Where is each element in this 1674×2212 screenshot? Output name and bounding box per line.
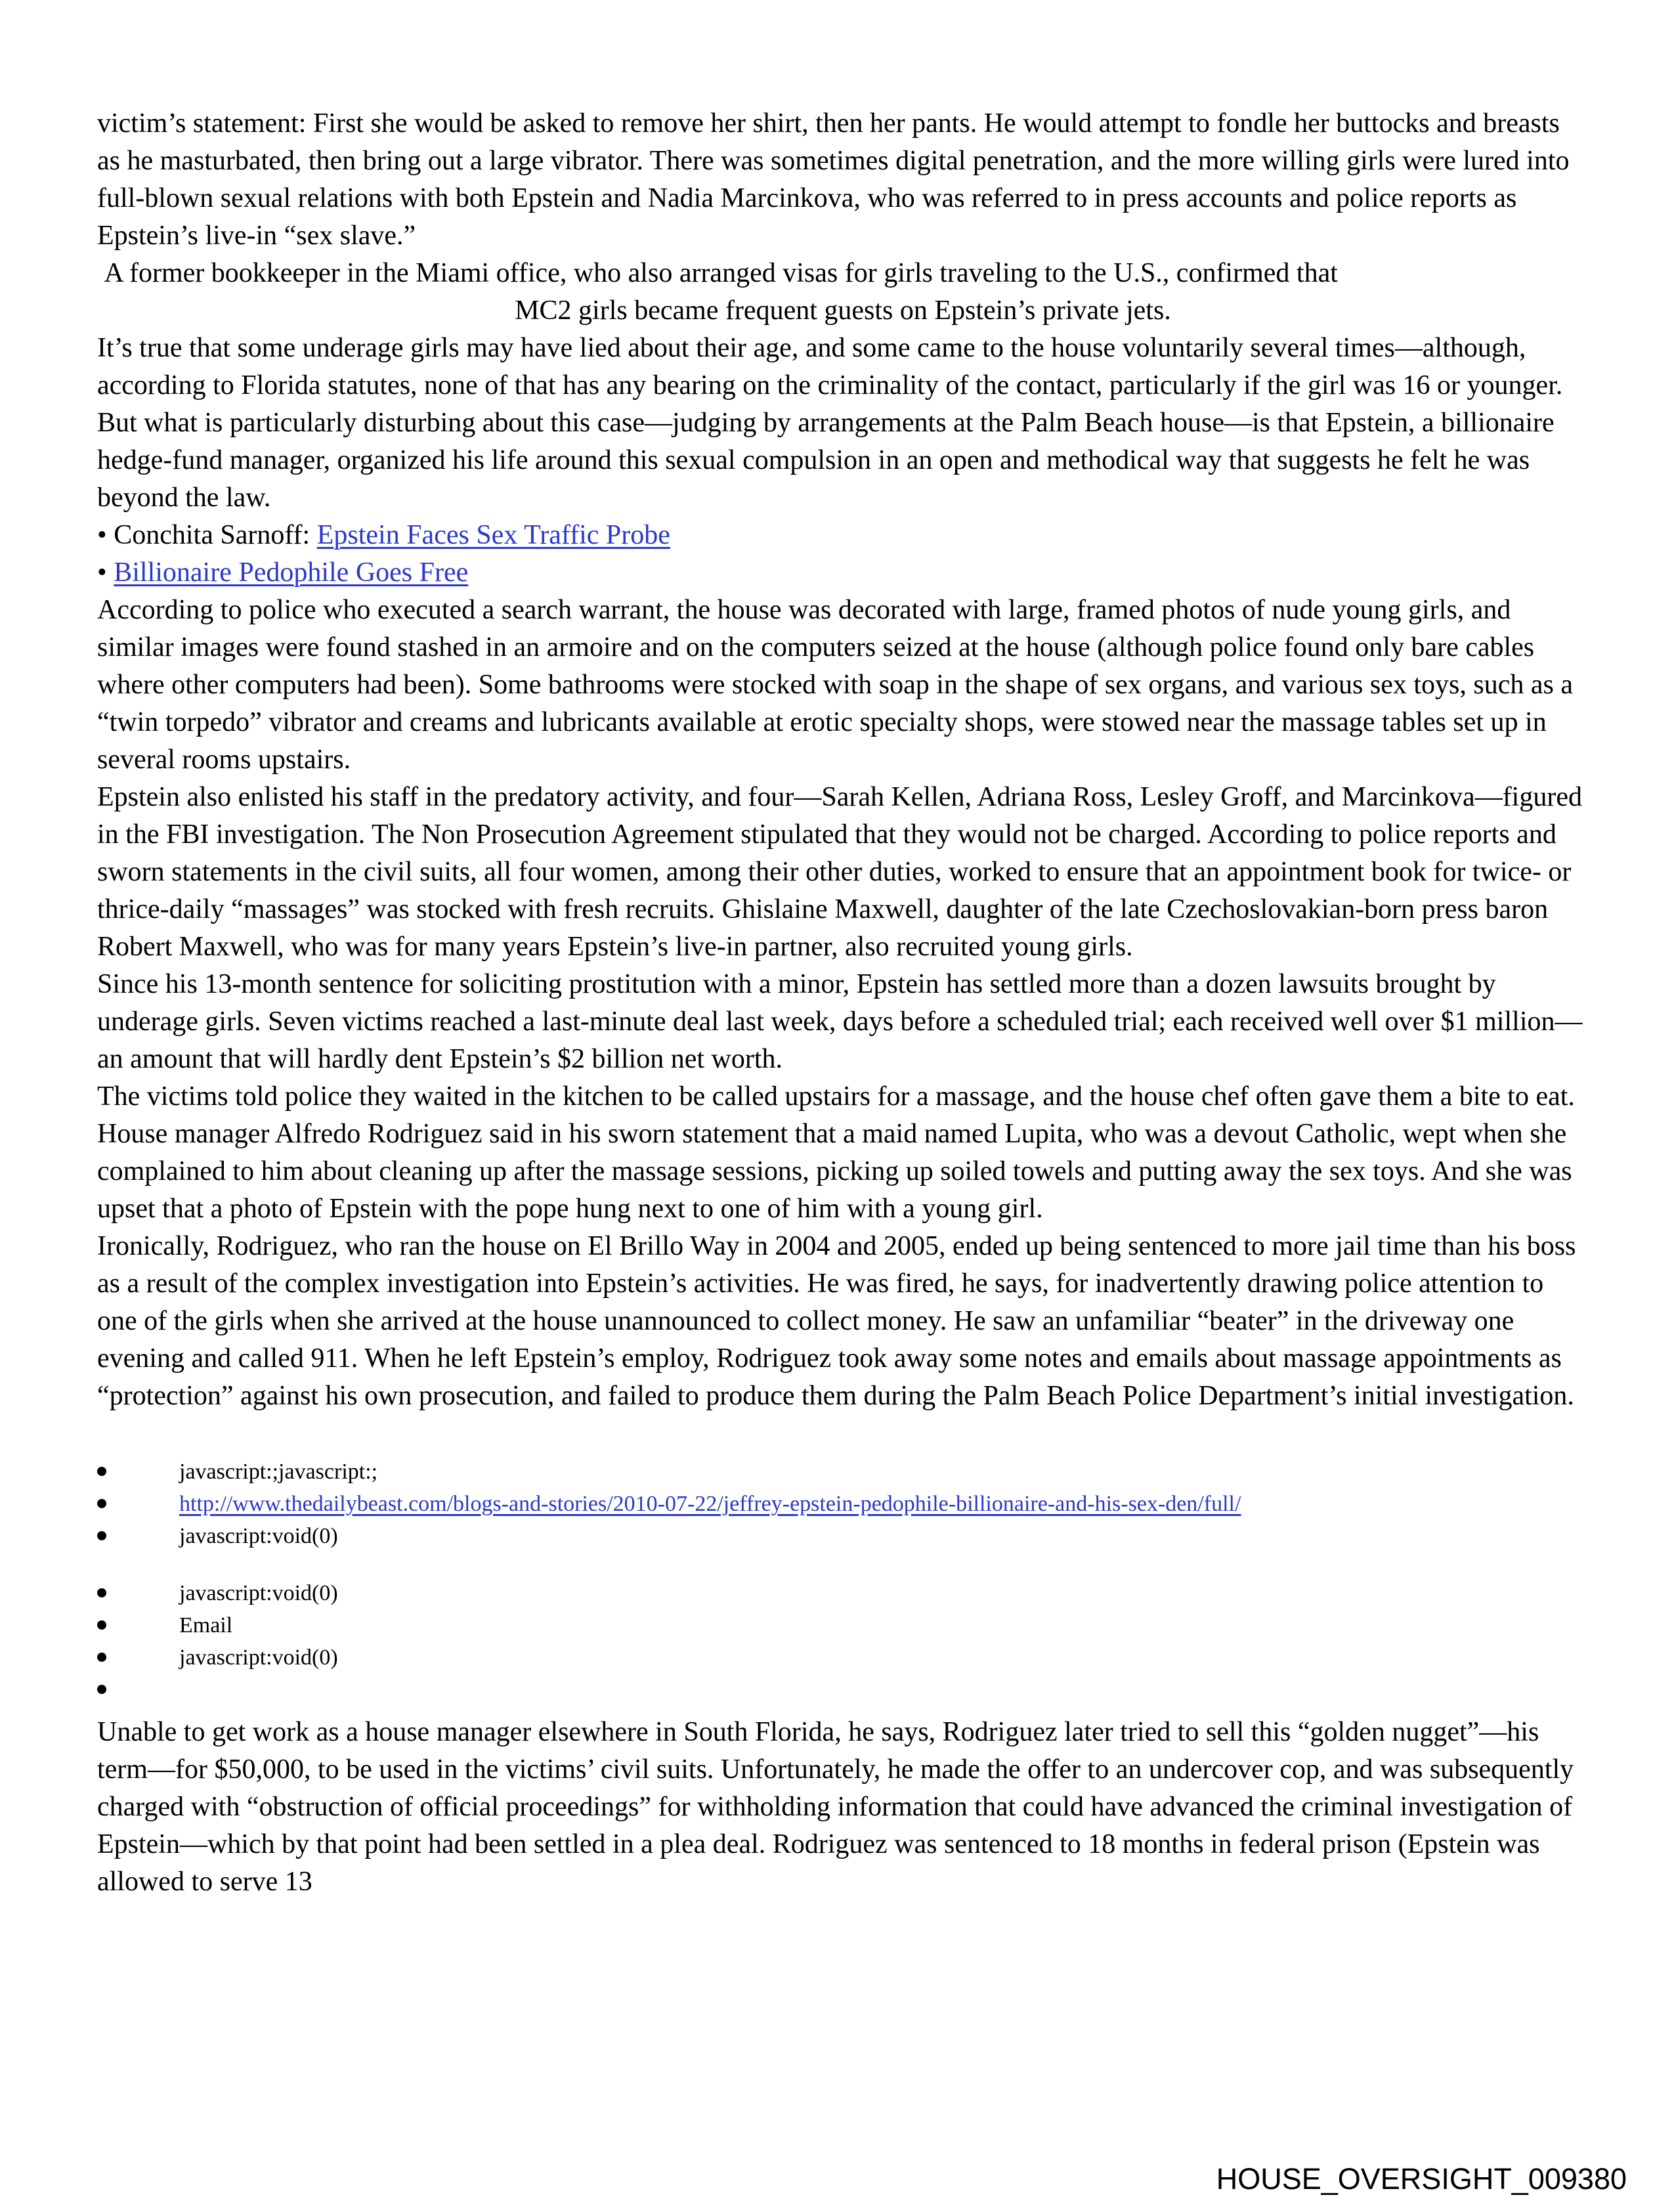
list-item-text (106, 1609, 232, 1641)
bullet-icon (97, 1620, 106, 1630)
bullet-icon (97, 1685, 106, 1694)
bates-number: HOUSE_OVERSIGHT_009380 (1216, 2162, 1627, 2196)
list-item (97, 1674, 1589, 1706)
staff-paragraph (97, 779, 1589, 966)
text-run: Unable to get work as a house manager elsewhere in South Florida, he says, Rodriguez later tried to sell this “golden nugget”—his term—for $50,000, to be used in the victims’ civil suits. Unfortunately, he made the offer to an undercover cop, and was subsequently charged with “obstruction of official proceedings” for withholding information that could have advanced the criminal investigation of Epstein—which by that point had been settled in a plea deal. Rodriguez was sentenced to 18 months in federal prison (Epstein was allowed to serve 13 (97, 1717, 1574, 1897)
text-run: • (97, 557, 114, 588)
document-body (97, 105, 1589, 1901)
list-item (97, 1456, 1589, 1488)
list-item-text (106, 1488, 1241, 1520)
text-run: It’s true that some underage girls may have lied about their age, and some came to the house voluntarily several times—although, according to Florida statutes, none of that has any bearing on the criminality of the contact, particularly if the girl was 16 or younger. But what is particularly disturbing about this case—judging by arrangements at the Palm Beach house—is that Epstein, a billionaire hedge-fund manager, organized his life around this sexual compulsion in an open and methodical way that suggests he felt he was beyond the law. (97, 333, 1563, 513)
sarnoff-bullet-line (97, 517, 1589, 554)
list-item-text (106, 1456, 377, 1488)
link[interactable]: Billionaire Pedophile Goes Free (114, 557, 469, 588)
text-run: javascript:;javascript:; (179, 1460, 378, 1484)
text-run: A former bookkeeper in the Miami office, who also arranged visas for girls traveling to the U.S., confirmed that (97, 258, 1338, 288)
link[interactable]: http://www.thedailybeast.com/blogs-and-stories/2010-07-22/jeffrey-epstein-pedophile-billionaire-and-his-sex-den/full/ (179, 1492, 1241, 1516)
rodriguez-paragraph (97, 1228, 1589, 1415)
text-run: MC2 girls became frequent guests on Epstein’s private jets. (515, 295, 1171, 326)
bullet-icon (97, 1499, 106, 1508)
billionaire-bullet-line (97, 554, 1589, 592)
list-item-text (106, 1520, 338, 1552)
list-item-text (106, 1641, 338, 1674)
text-run: The victims told police they waited in the kitchen to be called upstairs for a massage, and the house chef often gave them a bite to eat. House manager Alfredo Rodriguez said in his sworn statement that a maid named Lupita, who was a devout Catholic, wept when she complained to him about cleaning up after the massage sessions, picking up soiled towels and putting away the sex toys. And she was upset that a photo of Epstein with the pope hung next to one of him with a young girl. (97, 1081, 1575, 1224)
bullet-icon (97, 1588, 106, 1597)
text-run: javascript:void(0) (179, 1581, 338, 1605)
text-run: According to police who executed a search warrant, the house was decorated with large, framed photos of nude young girls, and similar images were found stashed in an armoire and on the computers seized at the house (although police found only bare cables where other computers had been). Some bathrooms were stocked with soap in the shape of sex organs, and various sex toys, such as a “twin torpedo” vibrator and creams and lubricants available at erotic specialty shops, were stowed near the massage tables set up in several rooms upstairs. (97, 595, 1573, 775)
golden-nugget-paragraph (97, 1714, 1589, 1901)
text-run: javascript:void(0) (179, 1524, 338, 1548)
victim-statement-paragraph (97, 105, 1589, 255)
kitchen-paragraph (97, 1078, 1589, 1228)
text-run: Ironically, Rodriguez, who ran the house on El Brillo Way in 2004 and 2005, ended up being sentenced to more jail time than his boss as a result of the complex investigation into Epstein’s activities. He was fired, he says, for inadvertently drawing police attention to one of the girls when she arrived at the house unannounced to collect money. He saw an unfamiliar “beater” in the driveway one evening and called 911. When he left Epstein’s employ, Rodriguez took away some notes and emails about massage appointments as “protection” against his own prosecution, and failed to produce them during the Palm Beach Police Department’s initial investigation. (97, 1231, 1576, 1411)
bullet-icon (97, 1653, 106, 1662)
text-run: javascript:void(0) (179, 1645, 338, 1670)
bullet-icon (97, 1467, 106, 1476)
settlements-paragraph (97, 966, 1589, 1078)
underage-girls-paragraph (97, 330, 1589, 517)
link[interactable]: Epstein Faces Sex Traffic Probe (316, 520, 670, 550)
list-item-text (106, 1577, 338, 1609)
javascript-link-list (97, 1456, 1589, 1706)
search-warrant-paragraph (97, 592, 1589, 779)
list-item (97, 1641, 1589, 1674)
text-run: Email (179, 1613, 233, 1637)
text-run: Epstein also enlisted his staff in the predatory activity, and four—Sarah Kellen, Adriana Ross, Lesley Groff, and Marcinkova—figured in the FBI investigation. The Non Prosecution Agreement stipulated that they would not be charged. According to police reports and sworn statements in the civil suits, all four women, among their other duties, worked to ensure that an appointment book for twice- or thrice-daily “massages” was stocked with fresh recruits. Ghislaine Maxwell, daughter of the late Czechoslovakian-born press baron Robert Maxwell, who was for many years Epstein’s live-in partner, also recruited young girls. (97, 782, 1582, 962)
list-item (97, 1520, 1589, 1552)
mc2-line (97, 292, 1589, 330)
list-item (97, 1609, 1589, 1641)
list-item (97, 1488, 1589, 1520)
text-run: victim’s statement: First she would be asked to remove her shirt, then her pants. He would attempt to fondle her buttocks and breasts as he masturbated, then bring out a large vibrator. There was sometimes digital penetration, and the more willing girls were lured into full-blown sexual relations with both Epstein and Nadia Marcinkova, who was referred to in press accounts and police reports as Epstein’s live-in “sex slave.” (97, 108, 1570, 251)
bullet-icon (97, 1531, 106, 1540)
bookkeeper-line (97, 255, 1589, 292)
text-run: • Conchita Sarnoff: (97, 520, 317, 550)
list-item (97, 1577, 1589, 1609)
text-run: Since his 13-month sentence for soliciting prostitution with a minor, Epstein has settled more than a dozen lawsuits brought by underage girls. Seven victims reached a last-minute deal last week, days before a scheduled trial; each received well over $1 million—an amount that will hardly dent Epstein’s $2 billion net worth. (97, 969, 1583, 1074)
